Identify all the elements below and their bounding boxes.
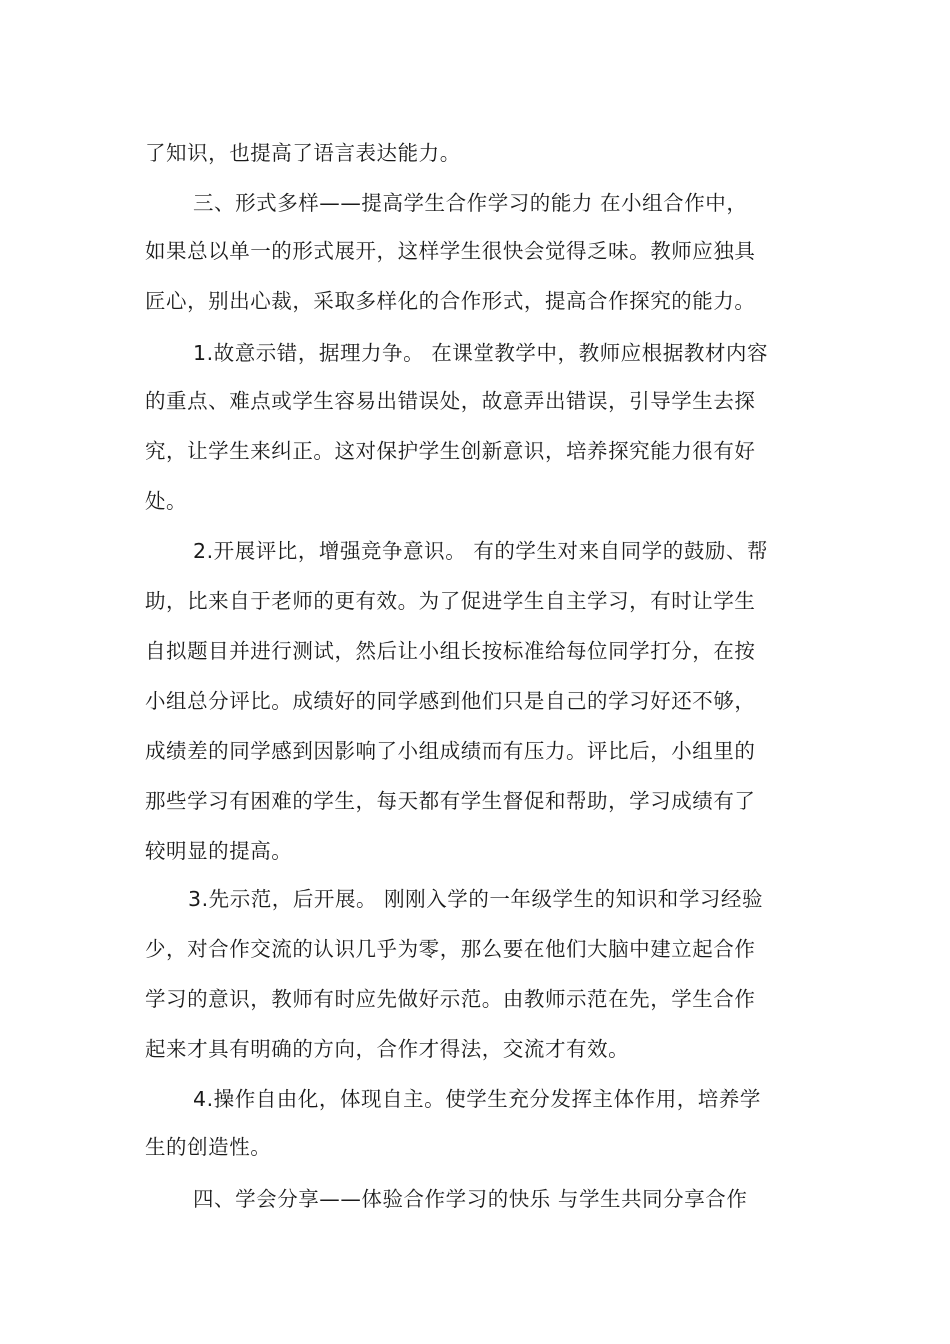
text-line: 助，比来自于老师的更有效。为了促进学生自主学习，有时让学生 xyxy=(145,589,756,613)
text-line: 成绩差的同学感到因影响了小组成绩而有压力。评比后，小组里的 xyxy=(145,739,756,763)
text-line: 如果总以单一的形式展开，这样学生很快会觉得乏味。教师应独具 xyxy=(145,239,756,263)
text-line: 自拟题目并进行测试，然后让小组长按标准给每位同学打分，在按 xyxy=(145,639,756,663)
text-line: 少，对合作交流的认识几乎为零，那么要在他们大脑中建立起合作 xyxy=(145,937,756,961)
text-line: 究，让学生来纠正。这对保护学生创新意识，培养探究能力很有好 xyxy=(145,439,756,463)
numbered-item-line: 4.操作自由化，体现自主。使学生充分发挥主体作用，培养学 xyxy=(193,1087,761,1111)
text-line: 的重点、难点或学生容易出错误处，故意弄出错误，引导学生去探 xyxy=(145,389,756,413)
text-line: 小组总分评比。成绩好的同学感到他们只是自己的学习好还不够， xyxy=(145,689,756,713)
section-heading-line: 四、学会分享——体验合作学习的快乐 与学生共同分享合作 xyxy=(193,1187,748,1211)
numbered-item-line: 3.先示范，后开展。 刚刚入学的一年级学生的知识和学习经验 xyxy=(188,887,764,911)
text-line: 起来才具有明确的方向，合作才得法，交流才有效。 xyxy=(145,1037,630,1061)
text-line: 那些学习有困难的学生，每天都有学生督促和帮助，学习成绩有了 xyxy=(145,789,756,813)
section-heading-line: 三、形式多样——提高学生合作学习的能力 在小组合作中， xyxy=(193,191,748,215)
numbered-item-line: 1.故意示错，据理力争。 在课堂教学中，教师应根据教材内容 xyxy=(193,341,769,365)
text-line: 学习的意识，教师有时应先做好示范。由教师示范在先，学生合作 xyxy=(145,987,756,1011)
text-line: 较明显的提高。 xyxy=(145,839,293,863)
text-line: 生的创造性。 xyxy=(145,1135,272,1159)
text-line: 了知识，也提高了语言表达能力。 xyxy=(145,141,461,165)
text-line: 匠心，别出心裁，采取多样化的合作形式，提高合作探究的能力。 xyxy=(145,289,756,313)
text-line: 处。 xyxy=(145,489,188,513)
numbered-item-line: 2.开展评比，增强竞争意识。 有的学生对来自同学的鼓励、帮 xyxy=(193,539,769,563)
